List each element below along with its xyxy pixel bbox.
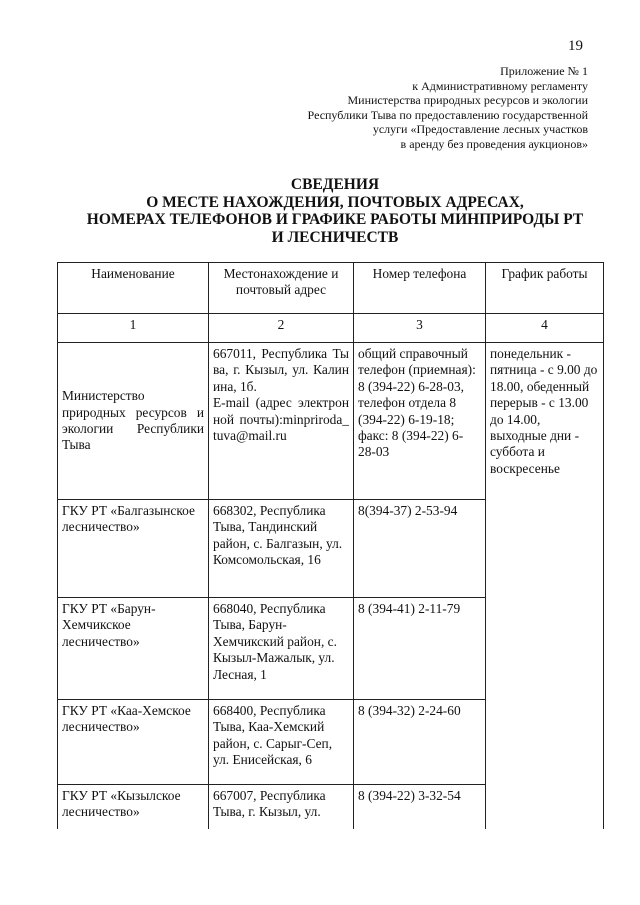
appendix-line: Республики Тыва по предоставлению государственной (307, 107, 588, 122)
office-name: ГКУ РТ «Кызылское лесничество» (58, 785, 209, 830)
column-number: 4 (486, 314, 604, 343)
title-line: О МЕСТЕ НАХОЖДЕНИЯ, ПОЧТОВЫХ АДРЕСАХ, (146, 193, 524, 211)
office-name: ГКУ РТ «Барун-Хемчикское лесничество» (58, 598, 209, 700)
table-header-row (58, 263, 604, 314)
header-address: Местонахождение и почтовый адрес (209, 263, 354, 314)
office-address: 668400, Республика Тыва, Каа-Хемский район, с. Сарыг-Сеп, ул. Енисейская, 6 (209, 700, 354, 785)
appendix-line: к Административному регламенту (412, 78, 588, 93)
header-schedule: График работы (486, 263, 604, 314)
appendix-line: Приложение № 1 (500, 64, 588, 78)
appendix-line: услуги «Предоставление лесных участков (372, 122, 588, 137)
office-address: 667007, Республика Тыва, г. Кызыл, ул. (209, 785, 354, 830)
page-number: 19 (568, 38, 583, 54)
document-title (40, 176, 630, 246)
office-name: ГКУ РТ «Каа-Хемское лесничество» (58, 700, 209, 785)
office-phone: 8 (394-22) 3-32-54 (354, 785, 486, 830)
header-name: Наименование (58, 263, 209, 314)
work-schedule: понедельник - пятница - с 9.00 до 18.00, обеденный перерыв - с 13.00 до 14.00, выходные дни - суббота и воскресенье (486, 343, 604, 830)
office-phone: общий справочный телефон (приемная): 8 (394-22) 6-28-03, телефон отдела 8 (394-22) 6-19-18; факс: 8 (394-22) 6-28-03 (354, 343, 486, 500)
header-phone: Номер телефона (354, 263, 486, 314)
column-number: 3 (354, 314, 486, 343)
office-phone: 8(394-37) 2-53-94 (354, 500, 486, 598)
table-row (58, 343, 604, 500)
title-line: СВЕДЕНИЯ (290, 176, 380, 193)
office-phone: 8 (394-32) 2-24-60 (354, 700, 486, 785)
office-address: 668302, Республика Тыва, Тандинский район, с. Балгазын, ул. Комсомольская, 16 (209, 500, 354, 598)
column-number: 1 (58, 314, 209, 343)
office-name: Министерство природных ресурсов и экологии Республики Тыва (58, 343, 209, 500)
appendix-note (208, 64, 588, 152)
title-line: НОМЕРАХ ТЕЛЕФОНОВ И ГРАФИКЕ РАБОТЫ МИНПРИРОДЫ РТ (86, 211, 584, 229)
offices-table (57, 262, 604, 829)
office-address: 668040, Республика Тыва, Барун-Хемчикский район, с. Кызыл-Мажалык, ул. Лесная, 1 (209, 598, 354, 700)
office-name: ГКУ РТ «Балгазынское лесничество» (58, 500, 209, 598)
office-phone: 8 (394-41) 2-11-79 (354, 598, 486, 700)
office-address: 667011, Республика Тыва, г. Кызыл, ул. Калинина, 1б. E-mail (адрес электронной почты):minpriroda_tuva@mail.ru (209, 343, 354, 500)
column-number: 2 (209, 314, 354, 343)
title-line: И ЛЕСНИЧЕСТВ (271, 228, 399, 246)
column-number-row (58, 314, 604, 343)
appendix-line: в аренду без проведения аукционов» (400, 136, 588, 151)
appendix-line: Министерства природных ресурсов и экологии (347, 93, 588, 108)
